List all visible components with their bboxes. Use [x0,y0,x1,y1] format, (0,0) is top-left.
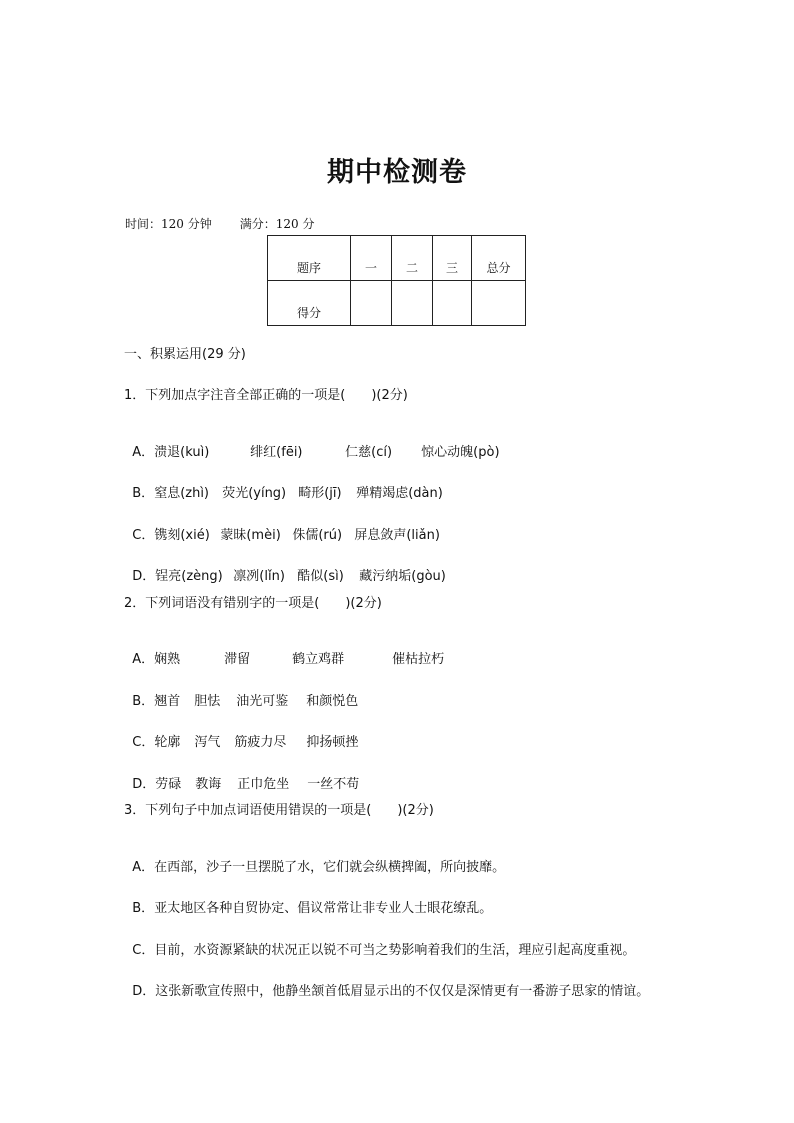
option-item: 藏污纳垢(gòu) [359,569,446,584]
question-option [124,882,492,916]
option-item: 鹤立鸡群 [292,652,345,667]
question-stem: 3．下列句子中加点词语使用错误的一项是( )(2分) [124,803,434,818]
question-option [124,633,444,667]
option-item: 窒息(zhì) [154,486,210,501]
question-option [124,509,440,543]
score-cell[interactable] [392,281,433,326]
option-text: 这张新歌宣传照中，他静坐颔首低眉显示出的不仅仅是深情更有一番游子思家的情谊。 [155,984,650,999]
score-table-header-row [268,236,526,281]
option-item: 胆怯 [194,694,221,709]
option-item: 劳碌 [155,777,182,792]
option-item: 和颜悦色 [306,694,359,709]
option-item: 溃退(kuì) [154,445,210,460]
question-stem: 2．下列词语没有错别字的一项是( )(2分) [124,596,382,611]
option-text: 目前，水资源紧缺的状况正以锐不可当之势影响着我们的生活，理应引起高度重视。 [154,943,636,958]
option-item: 滞留 [224,652,251,667]
score-table-header: 三 [433,236,472,281]
page-title: 期中检测卷 [327,157,467,188]
option-item: 抑扬顿挫 [306,735,359,750]
option-item: 教诲 [195,777,222,792]
option-label: D． [132,777,156,792]
option-item: 屏息敛声(liǎn) [354,528,440,543]
option-item: 侏儒(rú) [292,528,343,543]
question-option [124,758,359,792]
option-item: 惊心动魄(pò) [421,445,500,460]
option-label: D． [132,569,156,584]
option-item: 泻气 [194,735,221,750]
option-item: 绯红(fēi) [250,445,303,460]
option-item: 催枯拉朽 [392,652,445,667]
option-item: 殚精竭虑(dàn) [356,486,443,501]
option-item: 一丝不苟 [307,777,360,792]
score-table-header: 二 [392,236,433,281]
score-table-header: 总分 [472,236,526,281]
question-option [124,675,358,709]
option-label: C． [132,528,155,543]
exam-full-score: 满分：120 分 [239,217,315,231]
score-table-score-row [268,281,526,326]
option-label: B． [132,486,155,501]
option-label: C． [132,943,155,958]
option-label: D． [132,984,156,999]
option-label: B． [132,901,155,916]
option-label: B． [132,694,155,709]
score-cell[interactable] [472,281,526,326]
option-item: 畸形(jī) [298,486,342,501]
question-option [124,965,649,999]
option-item: 荧光(yíng) [222,486,287,501]
option-item: 锃亮(zèng) [155,569,223,584]
option-item: 仁慈(cí) [345,445,393,460]
option-item: 凛冽(lǐn) [233,569,285,584]
option-text: 亚太地区各种自贸协定、倡议常常让非专业人士眼花缭乱。 [154,901,493,916]
option-item: 酷似(sì) [297,569,344,584]
score-table [267,235,526,326]
option-label: A． [132,445,155,460]
question-option [124,841,505,875]
score-table-header: 一 [351,236,392,281]
question-option [124,924,635,958]
option-item: 筋疲力尽 [234,735,287,750]
question-option [124,716,358,750]
option-item: 娴熟 [154,652,181,667]
score-cell[interactable] [351,281,392,326]
option-text: 在西部，沙子一旦摆脱了水，它们就会纵横捭阖，所向披靡。 [154,860,506,875]
option-label: C． [132,735,155,750]
exam-time: 时间：120 分钟 [125,217,212,231]
option-label: A． [132,860,155,875]
option-item: 镌刻(xié) [154,528,210,543]
question-option [124,426,500,460]
section-heading: 一、积累运用(29 分) [124,347,246,362]
option-item: 蒙昧(mèi) [220,528,281,543]
exam-meta [125,215,314,232]
option-item: 正巾危坐 [237,777,290,792]
question-option [124,550,446,584]
question-option [124,467,443,501]
option-item: 油光可鉴 [236,694,289,709]
option-item: 翘首 [154,694,181,709]
score-row-label: 得分 [268,281,351,326]
option-item: 轮廓 [154,735,181,750]
option-label: A． [132,652,155,667]
score-table-header: 题序 [268,236,351,281]
score-cell[interactable] [433,281,472,326]
question-stem: 1．下列加点字注音全部正确的一项是( )(2分) [124,388,408,403]
